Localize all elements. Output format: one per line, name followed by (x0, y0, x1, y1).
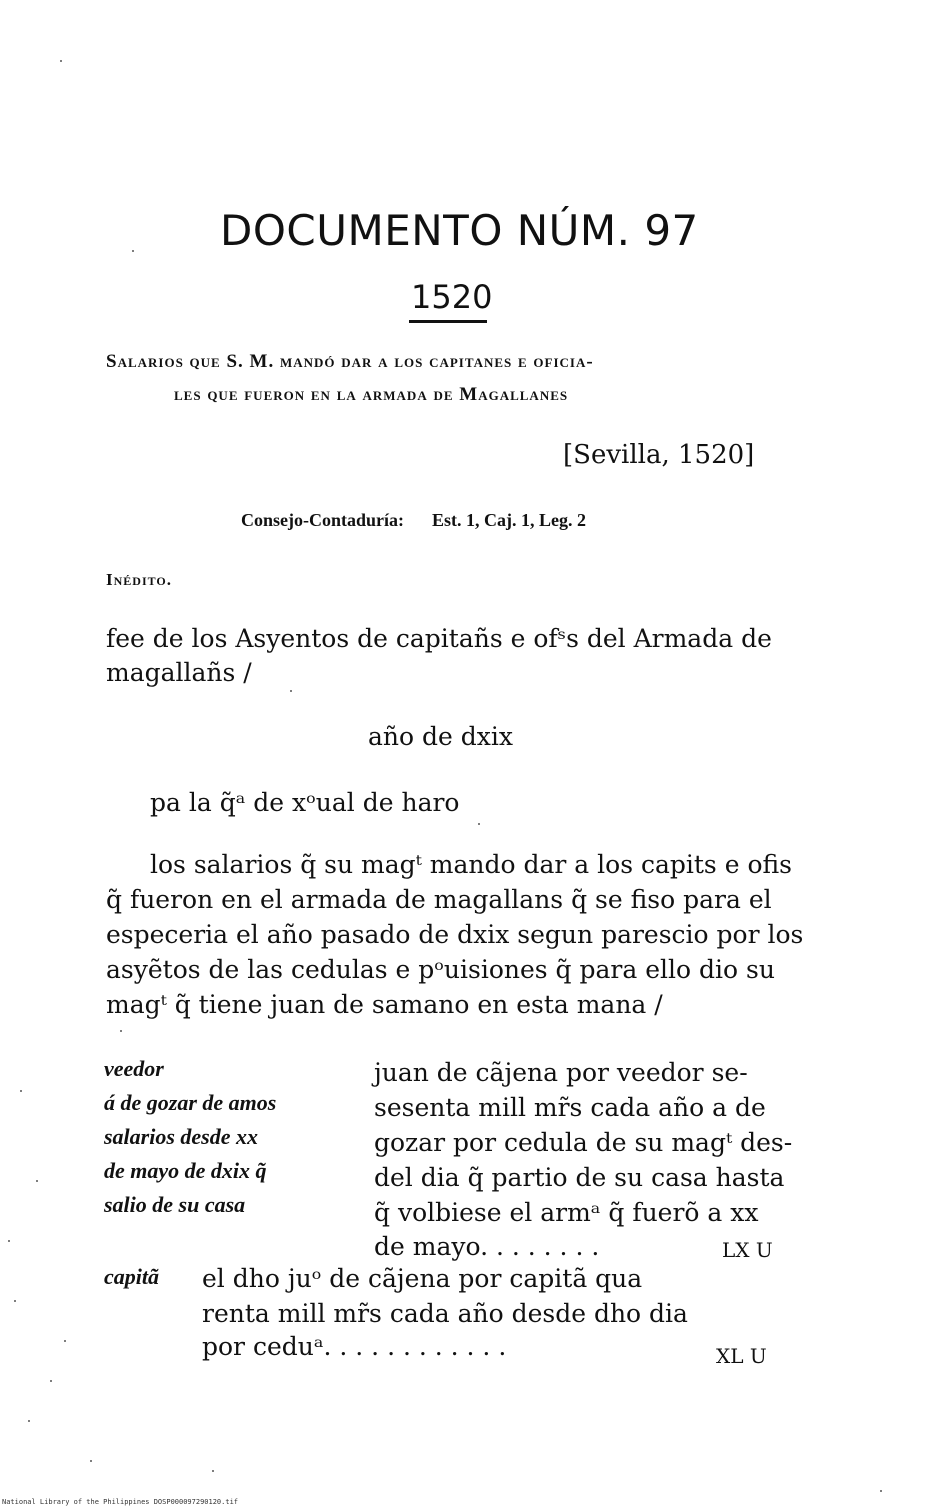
margin-note: de mayo de dxix q̃ (104, 1158, 267, 1183)
entry-line: juan de cãjena por veedor se- (374, 1058, 748, 1087)
body-line: fee de los Asyentos de capitañs e ofˢs del Armada de (106, 624, 772, 653)
entry-amount: XL U (716, 1344, 767, 1368)
margin-note: capitã (104, 1264, 159, 1289)
entry-line: el dho juᵒ de cãjena por capitã qua (202, 1264, 643, 1293)
body-line: magallañs / (106, 658, 252, 687)
body-line: los salarios q̃ su magᵗ mando dar a los capits e ofis (150, 850, 793, 879)
place-date: [Sevilla, 1520] (563, 440, 755, 470)
publication-status: Inédito. (106, 570, 172, 589)
entry-line: gozar por cedula de su magᵗ des- (374, 1128, 793, 1157)
body-line: especeria el año pasado de dxix segun parescio por los (106, 920, 804, 949)
entry-line: renta mill mr̃s cada año desde dho dia (202, 1299, 688, 1328)
margin-note: á de gozar de amos (104, 1090, 277, 1115)
margin-note: veedor (104, 1056, 164, 1081)
year-underline (409, 320, 487, 323)
entry-line: de mayo. . . . . . . . (374, 1232, 600, 1261)
body-line: asyẽtos de las cedulas e pᵒuisiones q̃ para ello dio su (106, 955, 775, 984)
subtitle-line-2: les que fueron en la armada de Magallanes (174, 384, 569, 405)
document-year: 1520 (411, 278, 493, 316)
entry-line: q̃ volbiese el armᵃ q̃ fuerõ a xx (374, 1198, 759, 1227)
subtitle-line-1: Salarios que S. M. mandó dar a los capitanes e oficia- (106, 351, 594, 372)
entry-line: sesenta mill mr̃s cada año a de (374, 1093, 766, 1122)
body-line: magᵗ q̃ tiene juan de samano en esta mana / (106, 990, 663, 1019)
entry-line: por ceduᵃ. . . . . . . . . . . . (202, 1332, 507, 1361)
archive-label: Consejo-Contaduría: (241, 510, 405, 530)
entry-line: del dia q̃ partio de su casa hasta (374, 1163, 785, 1192)
margin-note: salarios desde xx (104, 1124, 258, 1149)
entry-amount: LX U (722, 1238, 773, 1262)
margin-note: salio de su casa (104, 1192, 246, 1217)
scan-footer: National Library of the Philippines DOSP000097290120.tif (2, 1498, 239, 1506)
archive-ref: Est. 1, Caj. 1, Leg. 2 (432, 510, 587, 530)
recipient-line: pa la q̃ᵃ de xᵒual de haro (150, 788, 460, 817)
document-title: DOCUMENTO NÚM. 97 (220, 206, 699, 255)
archive-reference (241, 510, 586, 531)
year-heading: año de dxix (368, 722, 513, 751)
body-line: q̃ fueron en el armada de magallans q̃ se fiso para el (106, 885, 772, 914)
